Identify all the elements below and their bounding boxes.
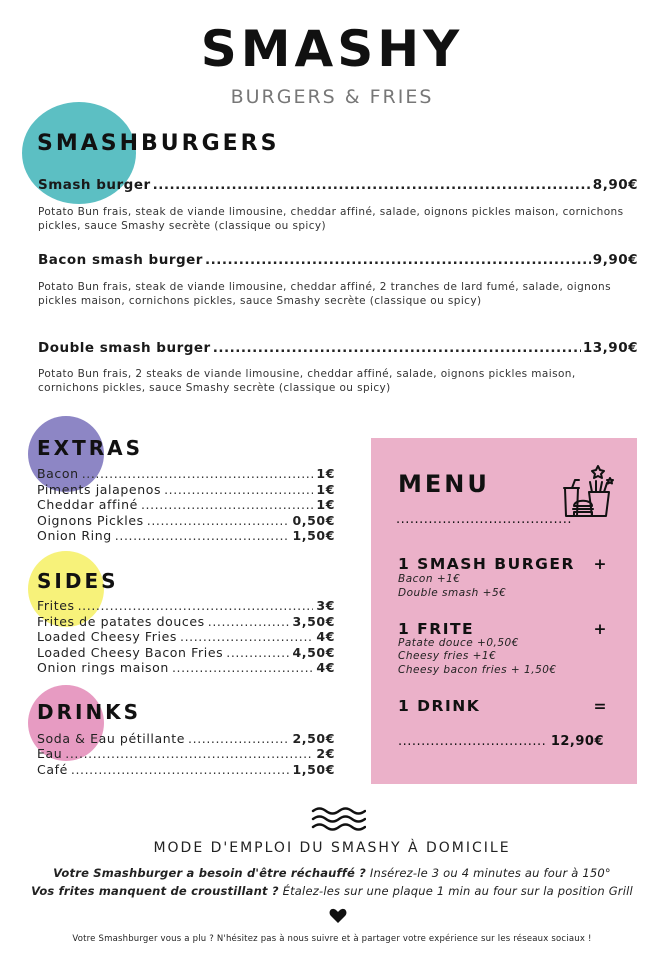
- dot-leader: [153, 177, 591, 193]
- item-name: Loaded Cheesy Bacon Fries: [37, 645, 224, 660]
- dot-leader: [164, 482, 313, 497]
- extras-row: [37, 482, 335, 498]
- burger-name: Double smash burger: [38, 340, 211, 356]
- item-name: Loaded Cheesy Fries: [37, 629, 177, 644]
- menu-burger-line: [398, 555, 608, 573]
- dot-leader: [213, 340, 581, 356]
- sides-row: [37, 660, 335, 676]
- dot-leader: [141, 497, 313, 512]
- sides-row: [37, 598, 335, 614]
- menu-drink-line: [398, 697, 608, 715]
- item-price: 2€: [316, 746, 335, 761]
- item-name: Cheddar affiné: [37, 497, 138, 512]
- item-price: 1€: [316, 497, 335, 512]
- sides-row: [37, 614, 335, 630]
- item-name: Oignons Pickles: [37, 513, 144, 528]
- item-name: Frites de patates douces: [37, 614, 205, 629]
- instructions-title: MODE D'EMPLOI DU SMASHY À DOMICILE: [153, 840, 511, 856]
- menu-frite-option: Patate douce +0,50€: [398, 637, 519, 649]
- menu-title: MENU: [398, 470, 490, 498]
- extras-row: [37, 513, 335, 529]
- item-name: Onion Ring: [37, 528, 112, 543]
- dot-leader: [226, 645, 289, 660]
- burger-description: Potato Bun frais, steak de viande limousine, cheddar affiné, 2 tranches de lard fumé, salade, oignons pickles maison, cornichons pickles, sauce Smashy secrète (classique ou spicy): [38, 281, 611, 307]
- item-price: 4€: [316, 660, 335, 675]
- item-price: 0,50€: [292, 513, 335, 528]
- instruction-fries-question: Vos frites manquent de croustillant ?: [31, 884, 279, 898]
- plus-sign: +: [593, 555, 608, 573]
- brand-subtitle: BURGERS & FRIES: [230, 86, 434, 108]
- instruction-burger-question: Votre Smashburger a besoin d'être réchauffé ?: [53, 866, 367, 880]
- burger-item-smash: [38, 177, 638, 193]
- item-price: 4,50€: [292, 645, 335, 660]
- drinks-row: [37, 762, 335, 778]
- sides-row: [37, 629, 335, 645]
- dot-leader: [172, 660, 313, 675]
- menu-total-price: 12,90€: [550, 734, 604, 749]
- dot-leader: [65, 746, 313, 761]
- item-price: 2,50€: [292, 731, 335, 746]
- item-name: Café: [37, 762, 68, 777]
- instruction-fries: [0, 884, 664, 898]
- item-name: Piments jalapenos: [37, 482, 162, 497]
- plus-sign: +: [593, 620, 608, 638]
- instruction-fries-answer: Étalez-les sur une plaque 1 min au four sur la position Grill: [278, 884, 633, 898]
- item-name: Bacon: [37, 466, 79, 481]
- extras-title: EXTRAS: [37, 436, 144, 460]
- menu-frite-option: Cheesy bacon fries + 1,50€: [398, 664, 557, 676]
- dot-leader: [115, 528, 290, 543]
- heart-icon: [329, 908, 347, 924]
- wave-icon: [310, 804, 366, 834]
- dot-leader: [78, 598, 314, 613]
- item-price: 4€: [316, 629, 335, 644]
- dot-leader: [82, 466, 314, 481]
- instruction-burger: [0, 866, 664, 880]
- dot-leader: [180, 629, 313, 644]
- dot-leader: [208, 614, 290, 629]
- menu-drink-label: 1 DRINK: [398, 697, 481, 715]
- burger-price: 8,90€: [592, 177, 638, 193]
- equals-sign: =: [593, 697, 608, 715]
- burger-price: 13,90€: [582, 340, 638, 356]
- item-price: 3€: [316, 598, 335, 613]
- item-price: 1€: [316, 466, 335, 481]
- menu-burger-option: Bacon +1€: [398, 573, 461, 585]
- burger-price: 9,90€: [592, 252, 638, 268]
- menu-burger-option: Double smash +5€: [398, 587, 507, 599]
- item-price: 1,50€: [292, 528, 335, 543]
- burger-description: Potato Bun frais, steak de viande limousine, cheddar affiné, salade, oignons pickles maison, cornichons pickles, sauce Smashy secrète (classique ou spicy): [38, 206, 624, 232]
- dot-leader: [147, 513, 290, 528]
- extras-row: [37, 497, 335, 513]
- menu-frite-label: 1 FRITE: [398, 620, 475, 638]
- extras-row: [37, 528, 335, 544]
- drinks-title: DRINKS: [37, 700, 142, 724]
- sides-row: [37, 645, 335, 661]
- drinks-row: [37, 731, 335, 747]
- menu-total-line: [398, 734, 604, 749]
- item-price: 3,50€: [292, 614, 335, 629]
- sides-title: SIDES: [37, 569, 119, 593]
- menu-frite-option: Cheesy fries +1€: [398, 650, 497, 662]
- item-name: Eau: [37, 746, 63, 761]
- brand-title: SMASHY: [200, 20, 464, 78]
- smashburgers-title: SMASHBURGERS: [37, 131, 280, 156]
- burger-name: Smash burger: [38, 177, 151, 193]
- burger-description: Potato Bun frais, 2 steaks de viande limousine, cheddar affiné, salade, oignons pickles maison, cornichons pickles, sauce Smashy secrète (classique ou spicy): [38, 368, 576, 394]
- item-name: Onion rings maison: [37, 660, 169, 675]
- item-name: Frites: [37, 598, 75, 613]
- instruction-burger-answer: Insérez-le 3 ou 4 minutes au four à 150°: [366, 866, 611, 880]
- burger-name: Bacon smash burger: [38, 252, 203, 268]
- dot-leader: [188, 731, 289, 746]
- dot-leader: [71, 762, 290, 777]
- menu-title-underline: ......................................: [396, 512, 573, 527]
- burger-fries-drink-icon: [560, 458, 616, 520]
- menu-burger-label: 1 SMASH BURGER: [398, 555, 575, 573]
- burger-item-double: [38, 340, 638, 356]
- extras-row: [37, 466, 335, 482]
- dot-leader: [398, 734, 547, 749]
- footer-message: Votre Smashburger vous a plu ? N'hésitez pas à nous suivre et à partager votre expérience sur les réseaux sociaux !: [72, 934, 592, 944]
- menu-frite-line: [398, 620, 608, 638]
- dot-leader: [205, 252, 591, 268]
- item-price: 1€: [316, 482, 335, 497]
- item-price: 1,50€: [292, 762, 335, 777]
- drinks-row: [37, 746, 335, 762]
- item-name: Soda & Eau pétillante: [37, 731, 186, 746]
- burger-item-bacon: [38, 252, 638, 268]
